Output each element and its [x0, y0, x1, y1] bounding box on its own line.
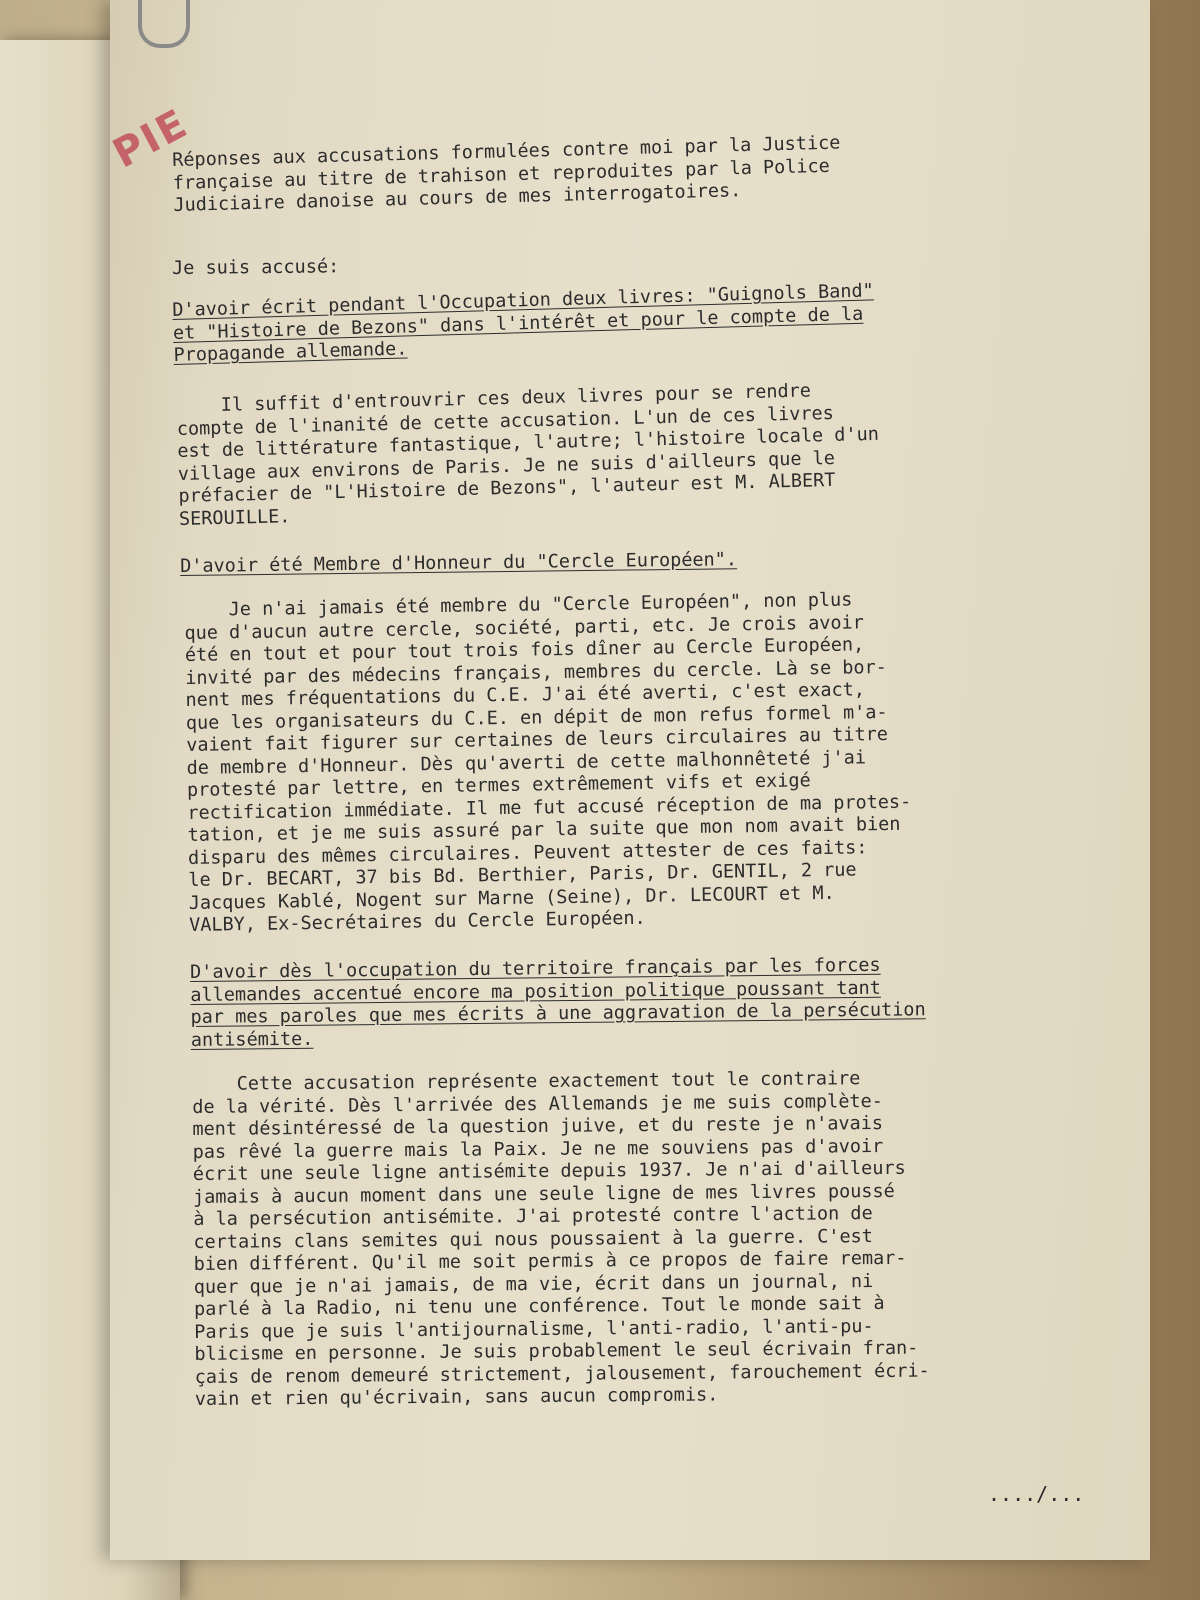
accusation-1: D'avoir écrit pendant l'Occupation deux livres: "Guignols Band" et "Histoire de Bezons" dans l'intérêt et pour le compte de la Propagande allemande.	[172, 280, 875, 366]
response-2: Je n'ai jamais été membre du "Cercle Européen", non plus que d'aucun autre cercle, société, parti, etc. Je crois avoir été en tout et pour tout trois fois dîner au Cercle Européen, invité par des médecins français, membres du cercle. Là se bor- nent mes fréquentations du C.E. J'ai été averti, c'est exact, que les organisateurs du C.E. en dépit de mon refus formel m'a- vaient fait figurer sur certaines de leurs circulaires au titre de membre d'Honneur. Dès qu'averti de cette malhonnêteté j'ai protesté par lettre, en termes extrêmement vifs et exigé rectification immédiate. Il me fut accusé réception de ma protes- tation, et je me suis assuré par la suite que mon nom avait bien disparu des mêmes circulaires. Peuvent attester de ces faits: le Dr. BECART, 37 bis Bd. Berthier, Paris, Dr. GENTIL, 2 rue Jacques Kablé, Nogent sur Marne (Seine), Dr. LECOURT et M. VALBY, Ex-Secrétaires du Cercle Européen.	[184, 589, 912, 936]
response-3: Cette accusation représente exactement tout le contraire de la vérité. Dès l'arrivée des Allemands je me suis complète- ment désintéressé de la question juive, et du reste je n'avais pas rêvé la guerre mais la Paix. Je ne me souviens pas d'avoir écrit une seule ligne antisémite depuis 1937. Je n'ai d'ailleurs jamais à aucun moment dans une seule ligne de mes livres poussé à la persécution antisémite. J'ai protesté contre l'action de certains clans semites qui nous poussaient à la guerre. C'est bien différent. Qu'il me soit permis à ce propos de faire remar- quer que je n'ai jamais, de ma vie, écrit dans un journal, ni parlé à la Radio, ni tenu une conférence. Tout le monde sait à Paris que je suis l'antijournalisme, l'anti-radio, l'anti-pu- blicisme en personne. Je suis probablement le seul écrivain fran- çais de renom demeuré strictement, jalousement, farouchement écri- vain et rien qu'écrivain, sans aucun compromis.	[192, 1068, 930, 1410]
accusation-3: D'avoir dès l'occupation du territoire français par les forces allemandes accentué encore ma position politique poussant tant par mes paroles que mes écrits à une aggravation de la persécution antisémite.	[190, 954, 926, 1051]
copie-stamp: PIE	[105, 100, 196, 178]
intro-line: Je suis accusé:	[172, 256, 340, 279]
continuation-marker: ..../...	[988, 1482, 1085, 1506]
document-header: Réponses aux accusations formulées contre moi par la Justice française au titre de trahison et reproduites par la Police Judiciaire danoise au cours de mes interrogatoires.	[172, 132, 841, 216]
accusation-2: D'avoir été Membre d'Honneur du "Cercle Européen".	[180, 549, 738, 577]
response-1: Il suffit d'entrouvrir ces deux livres pour se rendre compte de l'inanité de cette accusation. L'un de ces livres est de littérature fantastique, l'autre; l'histoire locale d'un village aux environs de Paris. Je ne suis d'ailleurs que le préfacier de "L'Histoire de Bezons", l'auteur est M. ALBERT SEROUILLE.	[176, 380, 880, 530]
paper-clip-icon	[138, 0, 190, 48]
